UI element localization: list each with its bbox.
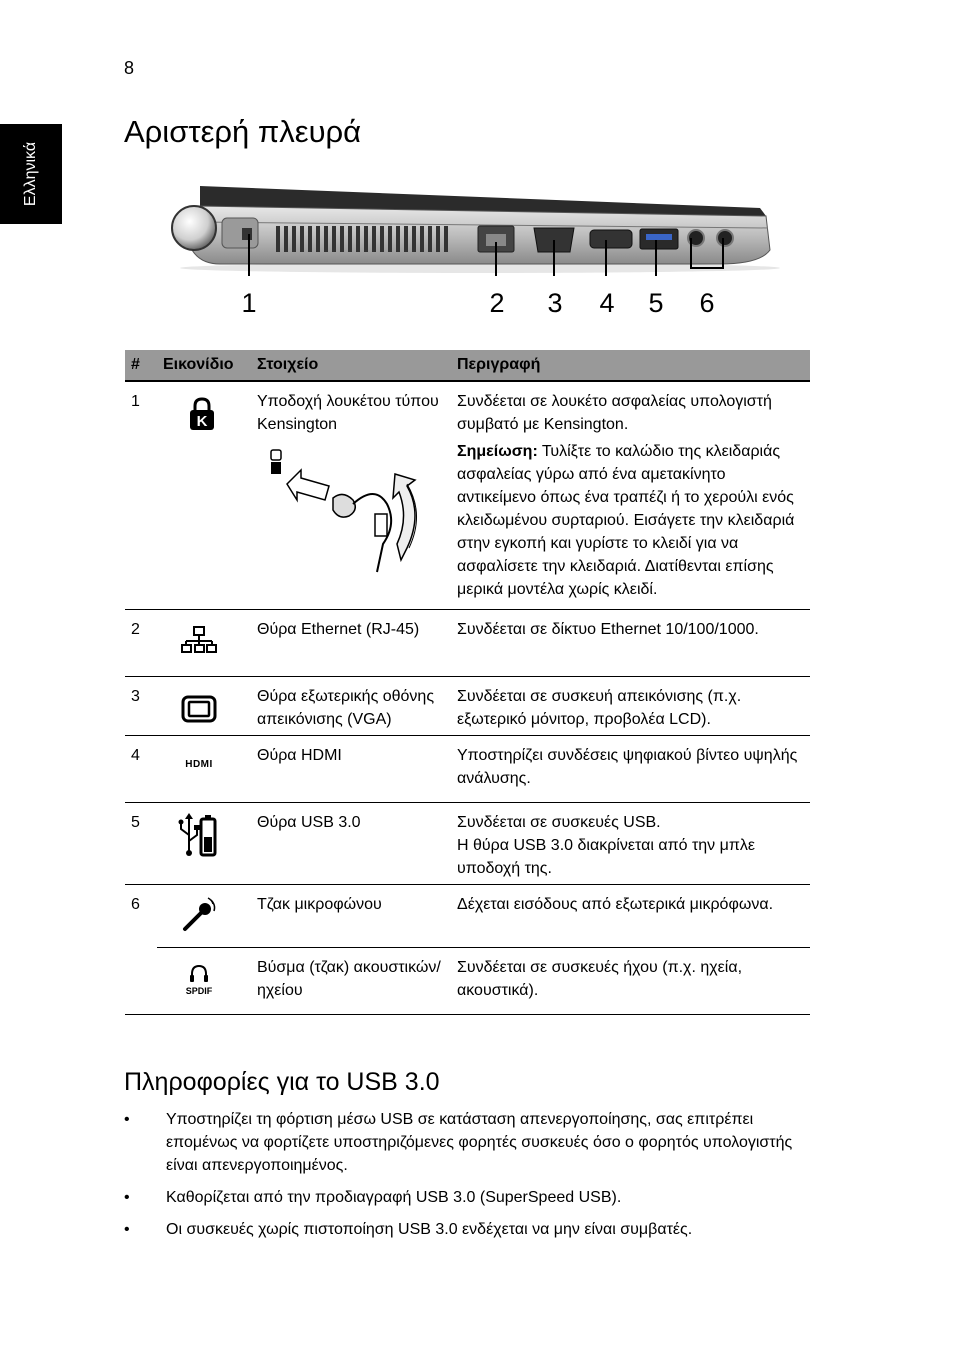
table-row xyxy=(125,736,810,803)
row-description: Συνδέεται σε συσκευή απεικόνισης (π.χ. εξωτερικό μόνιτορ, προβολέα LCD). xyxy=(451,677,810,736)
row-description: Συνδέεται σε συσκευές ήχου (π.χ. ηχεία, ακουστικά). xyxy=(451,948,810,1015)
table-row xyxy=(125,677,810,736)
list-item xyxy=(124,1108,814,1177)
row-icon-cell xyxy=(157,610,251,677)
kensington-icon-letter: K xyxy=(196,413,208,430)
row-item: Θύρα HDMI xyxy=(251,736,451,803)
row-icon-cell xyxy=(157,948,251,1015)
header-description: Περιγραφή xyxy=(451,350,810,381)
row-note xyxy=(457,440,804,601)
callout-4: 4 xyxy=(599,288,615,318)
row-number: 1 xyxy=(125,381,157,610)
row-number: 6 xyxy=(131,896,140,913)
row-number: 2 xyxy=(125,610,157,677)
kensington-lock-illustration xyxy=(257,444,427,574)
hdmi-icon-text: HDMI xyxy=(185,759,213,770)
hdmi-icon xyxy=(179,756,219,770)
callout-2: 2 xyxy=(489,288,505,318)
row-number: 5 xyxy=(125,803,157,885)
table-row xyxy=(125,803,810,885)
spdif-icon-text: SPDIF xyxy=(185,986,213,996)
row-description: Συνδέεται σε λουκέτο ασφαλείας υπολογιστή συμβατό με Kensington. xyxy=(457,393,772,433)
bullet-marker: • xyxy=(124,1111,130,1128)
header-item: Στοιχείο xyxy=(251,350,451,381)
ethernet-icon xyxy=(181,626,217,654)
list-item-text: Οι συσκευές χωρίς πιστοποίηση USB 3.0 ενδέχεται να μην είναι συμβατές. xyxy=(166,1221,693,1238)
language-tab xyxy=(0,124,62,224)
table-header-row xyxy=(125,350,810,381)
row-number: 4 xyxy=(125,736,157,803)
page-number: 8 xyxy=(124,58,135,78)
note-label: Σημείωση: xyxy=(457,443,538,460)
row-description: Συνδέεται σε συσκευές USB. xyxy=(457,814,661,831)
microphone-icon xyxy=(181,897,217,933)
row-item: Θύρα USB 3.0 xyxy=(251,803,451,885)
list-item xyxy=(124,1186,814,1209)
row-icon-cell xyxy=(157,803,251,885)
row-number xyxy=(125,948,157,1015)
callout-3: 3 xyxy=(547,288,563,318)
table-row xyxy=(125,948,810,1015)
row-item: Βύσμα (τζακ) ακουστικών/ηχείου xyxy=(251,948,451,1015)
vga-icon xyxy=(181,695,217,723)
bullet-marker: • xyxy=(124,1221,130,1238)
row-icon-cell xyxy=(157,381,251,610)
row-icon-cell xyxy=(157,885,251,948)
bullet-marker: • xyxy=(124,1189,130,1206)
headphone-spdif-icon xyxy=(177,962,221,998)
header-number: # xyxy=(125,350,157,381)
callout-1: 1 xyxy=(241,288,257,318)
header-icon: Εικονίδιο xyxy=(157,350,251,381)
row-icon-cell xyxy=(157,736,251,803)
row-number: 3 xyxy=(125,677,157,736)
table-row xyxy=(125,610,810,677)
ports-table xyxy=(125,350,810,1015)
laptop-left-side-illustration xyxy=(160,176,780,276)
callout-6: 6 xyxy=(699,288,715,318)
list-item-text: Καθορίζεται από την προδιαγραφή USB 3.0 (SuperSpeed USB). xyxy=(166,1189,622,1206)
row-item: Θύρα Ethernet (RJ-45) xyxy=(251,610,451,677)
note-text: Τυλίξτε το καλώδιο της κλειδαριάς ασφαλείας γύρω από ένα αμετακίνητο αντικείμενο όπως ένα τραπέζι ή το χερούλι ενός κλειδωμένου συρταριού. Εισάγετε την κλειδαριά στην εγκοπή και γυρίστε το κλειδί για να ασφαλίσετε την κλειδαριά. Διατίθενται επίσης μερικά μοντέλα χωρίς κλειδί. xyxy=(457,443,795,598)
row-description: Δέχεται εισόδους από εξωτερικά μικρόφωνα. xyxy=(451,885,810,948)
usb-charge-icon xyxy=(177,811,219,859)
page-title: Αριστερή πλευρά xyxy=(124,114,362,149)
row-item: Τζακ μικροφώνου xyxy=(251,885,451,948)
table-row xyxy=(125,885,810,948)
list-item-text: Υποστηρίζει τη φόρτιση μέσω USB σε κατάσταση απενεργοποίησης, σας επιτρέπει επομένως να φορτίζετε υποστηριζόμενες φορητές συσκευές όσο ο φορητός υπολογιστής είναι απενεργοποιημένος. xyxy=(166,1111,793,1174)
row-description-extra: Η θύρα USB 3.0 διακρίνεται από την μπλε υποδοχή της. xyxy=(457,837,756,877)
callout-5: 5 xyxy=(648,288,664,318)
usb-section-title: Πληροφορίες για το USB 3.0 xyxy=(124,1068,440,1096)
list-item xyxy=(124,1218,814,1241)
row-description: Συνδέεται σε δίκτυο Ethernet 10/100/1000. xyxy=(451,610,810,677)
row-icon-cell xyxy=(157,677,251,736)
kensington-lock-icon xyxy=(187,396,217,432)
row-item: Υποδοχή λουκέτου τύπου Kensington xyxy=(257,393,439,433)
row-description: Υποστηρίζει συνδέσεις ψηφιακού βίντεο υψηλής ανάλυσης. xyxy=(451,736,810,803)
row-item: Θύρα εξωτερικής οθόνης απεικόνισης (VGA) xyxy=(251,677,451,736)
usb-info-list xyxy=(124,1108,814,1250)
language-tab-label: Ελληνικά xyxy=(22,141,39,207)
table-row xyxy=(125,381,810,610)
